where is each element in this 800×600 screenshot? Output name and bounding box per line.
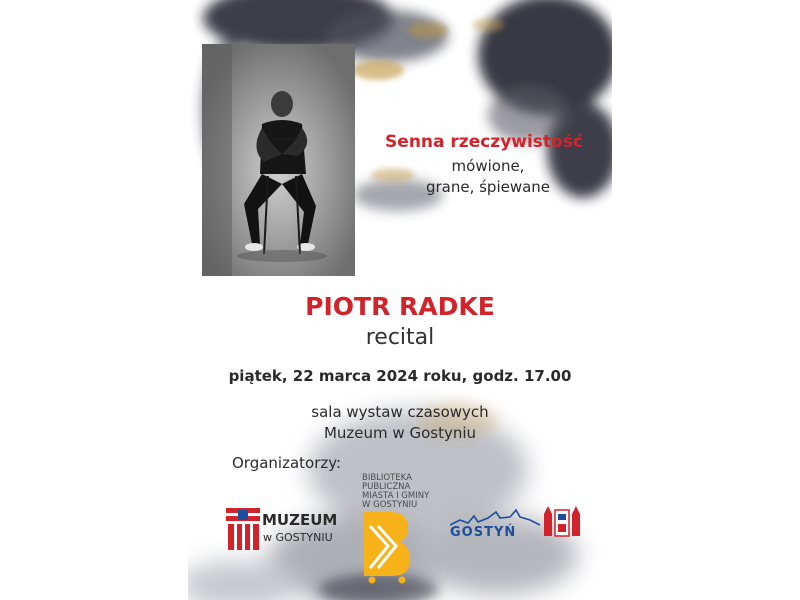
library-logo-line-1: BIBLIOTEKA xyxy=(362,473,412,483)
library-logo-line-2: PUBLICZNA xyxy=(362,482,411,492)
museum-logo-sub: w GOSTYNIU xyxy=(263,531,333,544)
library-logo-line-3: MIASTA I GMINY xyxy=(362,491,430,501)
performer-photo xyxy=(202,44,355,276)
performer-name: PIOTR RADKE xyxy=(305,292,495,321)
library-logo-icon xyxy=(362,512,412,584)
venue-line-2: Muzeum w Gostyniu xyxy=(323,424,477,442)
organizers-label: Organizatorzy: xyxy=(232,454,342,472)
event-subtitle-line-1: mówione, xyxy=(451,157,525,175)
venue-line-1: sala wystaw czasowych xyxy=(311,403,489,421)
event-subtitle-line-2: grane, śpiewane xyxy=(425,178,551,196)
gostyn-logo-name: GOSTYŃ xyxy=(450,525,517,540)
gostyn-skyline-icon xyxy=(450,508,540,526)
gostyn-coat-of-arms-icon xyxy=(542,504,582,538)
event-date-time: piątek, 22 marca 2024 roku, godz. 17.00 xyxy=(228,367,572,385)
event-poster xyxy=(188,0,612,600)
library-logo-line-4: W GOSTYNIU xyxy=(362,500,418,510)
event-type: recital xyxy=(365,325,435,350)
museum-logo-icon xyxy=(226,508,260,552)
museum-logo-name: MUZEUM xyxy=(262,511,338,529)
event-subtitle: Senna rzeczywistość xyxy=(385,132,583,152)
performer-silhouette xyxy=(202,44,355,276)
